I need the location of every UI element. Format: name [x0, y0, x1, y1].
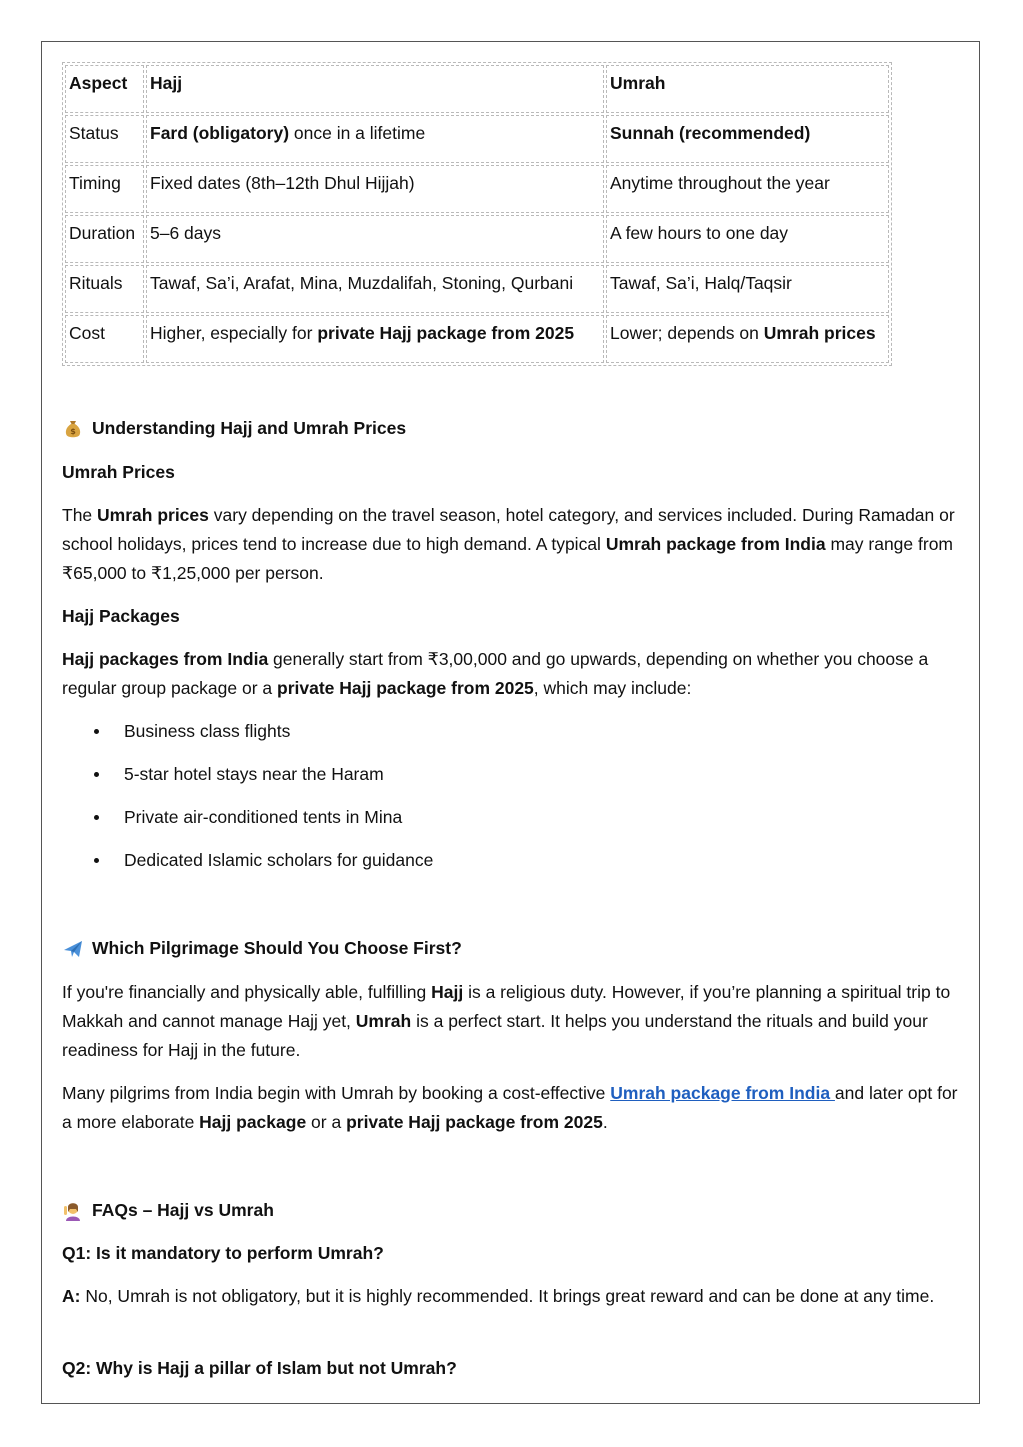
- hajj-cell: [146, 165, 604, 213]
- list-item: Private air-conditioned tents in Mina: [62, 796, 962, 839]
- bold-text-run: private Hajj package from 2025: [317, 323, 575, 343]
- choose-heading: [62, 934, 962, 963]
- hajj-packages-block: [62, 602, 962, 631]
- text-run: generally start from ₹3,00,000 and go upwards, depending on whether you choose a regular group package or a: [62, 649, 929, 698]
- bold-text-run: Hajj packages from India: [62, 649, 269, 669]
- hajj-packages-subheading: Hajj Packages: [62, 606, 180, 626]
- list-item: 5-star hotel stays near the Haram: [62, 753, 962, 796]
- package-features-list-block: [62, 710, 962, 882]
- table-row: [65, 265, 889, 313]
- bold-text-run: Hajj: [431, 982, 464, 1002]
- umrah-cell: [606, 115, 889, 163]
- airplane-icon: [62, 938, 84, 960]
- list-item: Dedicated Islamic scholars for guidance: [62, 839, 962, 882]
- hajj-cell: [146, 315, 604, 363]
- text-run: Lower; depends on: [610, 323, 764, 343]
- prices-section: [62, 414, 962, 443]
- umrah-prices-paragraph-block: [62, 501, 962, 588]
- bold-text-run: private Hajj package from 2025: [277, 678, 534, 698]
- hajj-packages-paragraph-block: [62, 645, 962, 703]
- faq-question-2: Q2: Why is Hajj a pillar of Islam but not Umrah?: [62, 1358, 457, 1378]
- aspect-cell: Cost: [65, 315, 144, 363]
- aspect-cell: Status: [65, 115, 144, 163]
- choose-paragraph-1-block: [62, 978, 962, 1065]
- table-header-row: [65, 65, 889, 113]
- text-run: Many pilgrims from India begin with Umrah by booking a cost-effective: [62, 1083, 611, 1103]
- bold-text-run: Hajj package: [199, 1112, 307, 1132]
- text-run: is a religious duty. However, if you’re planning a spiritual trip to Makkah and cannot manage Hajj yet,: [62, 982, 951, 1031]
- table-header-cell: Hajj: [146, 65, 604, 113]
- text-run: and later opt for a more elaborate: [62, 1083, 958, 1132]
- umrah-prices-subheading: Umrah Prices: [62, 462, 175, 482]
- text-run: , which may include:: [533, 678, 692, 698]
- table-row: [65, 215, 889, 263]
- package-features-list: [62, 710, 962, 882]
- umrah-package-link[interactable]: Umrah package from India: [610, 1083, 835, 1103]
- faq-question-1: Q1: Is it mandatory to perform Umrah?: [62, 1243, 384, 1263]
- text-run: Anytime throughout the year: [610, 173, 830, 193]
- faq-answer-1: [62, 1282, 962, 1311]
- table-row: [65, 165, 889, 213]
- faq-q2-block: [62, 1354, 962, 1383]
- table-row: [65, 315, 889, 363]
- faq-section: [62, 1196, 962, 1225]
- table-row: [65, 115, 889, 163]
- aspect-cell: Rituals: [65, 265, 144, 313]
- bold-text-run: Umrah prices: [763, 323, 876, 343]
- money-bag-icon: [62, 418, 84, 440]
- bold-text-run: Umrah package from India: [605, 534, 826, 554]
- text-run: The: [62, 505, 98, 525]
- faq-answer-text: No, Umrah is not obligatory, but it is highly recommended. It brings great reward and can be done at any time.: [80, 1286, 935, 1306]
- bold-text-run: Umrah: [355, 1011, 412, 1031]
- comparison-table-wrapper: [62, 62, 962, 366]
- hajj-packages-paragraph: [62, 645, 962, 703]
- text-run: or a: [306, 1112, 347, 1132]
- choose-paragraph-2-block: [62, 1079, 962, 1137]
- text-run: is a perfect start. It helps you understand the rituals and build your readiness for Hajj in the future.: [62, 1011, 928, 1060]
- hajj-cell: [146, 265, 604, 313]
- choose-heading-text: Which Pilgrimage Should You Choose First?: [92, 938, 462, 958]
- umrah-prices-block: [62, 458, 962, 487]
- faq-heading: [62, 1196, 962, 1225]
- bold-text-run: Umrah prices: [97, 505, 209, 525]
- svg-text:$: $: [70, 426, 76, 436]
- hajj-cell: [146, 115, 604, 163]
- aspect-cell: Duration: [65, 215, 144, 263]
- bold-text-run: Fard (obligatory): [150, 123, 290, 143]
- text-run: Fixed dates (8th–12th Dhul Hijjah): [150, 173, 415, 193]
- person-raising-hand-icon: [62, 1200, 84, 1222]
- text-run: 5–6 days: [150, 223, 222, 243]
- umrah-cell: [606, 215, 889, 263]
- text-run: A few hours to one day: [610, 223, 789, 243]
- text-run: may range from ₹65,000 to ₹1,25,000 per person.: [62, 534, 954, 583]
- umrah-cell: [606, 315, 889, 363]
- faq-answer-label: A:: [62, 1286, 81, 1306]
- faq-heading-text: FAQs – Hajj vs Umrah: [92, 1200, 274, 1220]
- prices-heading: [62, 414, 962, 443]
- choose-paragraph-2: [62, 1079, 962, 1137]
- faq-q1-block: [62, 1239, 962, 1268]
- choose-section: [62, 934, 962, 963]
- choose-paragraph-1: [62, 978, 962, 1065]
- prices-heading-text: Understanding Hajj and Umrah Prices: [92, 418, 407, 438]
- hajj-cell: [146, 215, 604, 263]
- text-run: vary depending on the travel season, hotel category, and services included. During Ramadan or school holidays, prices tend to increase due to high demand. A typical: [62, 505, 955, 554]
- table-header-cell: Aspect: [65, 65, 144, 113]
- umrah-cell: [606, 165, 889, 213]
- bold-text-run: Sunnah (recommended): [610, 123, 811, 143]
- text-run: Tawaf, Sa’i, Arafat, Mina, Muzdalifah, Stoning, Qurbani: [150, 273, 574, 293]
- umrah-cell: [606, 265, 889, 313]
- umrah-prices-paragraph: [62, 501, 962, 588]
- text-run: Higher, especially for: [150, 323, 318, 343]
- text-run: If you're financially and physically able, fulfilling: [62, 982, 432, 1002]
- aspect-cell: Timing: [65, 165, 144, 213]
- bold-text-run: private Hajj package from 2025: [346, 1112, 603, 1132]
- table-header-cell: Umrah: [606, 65, 889, 113]
- comparison-table: [62, 62, 892, 366]
- text-run: Tawaf, Sa’i, Halq/Taqsir: [610, 273, 792, 293]
- list-item: Business class flights: [62, 710, 962, 753]
- faq-a1-block: [62, 1282, 962, 1311]
- text-run: .: [602, 1112, 608, 1132]
- text-run: once in a lifetime: [289, 123, 426, 143]
